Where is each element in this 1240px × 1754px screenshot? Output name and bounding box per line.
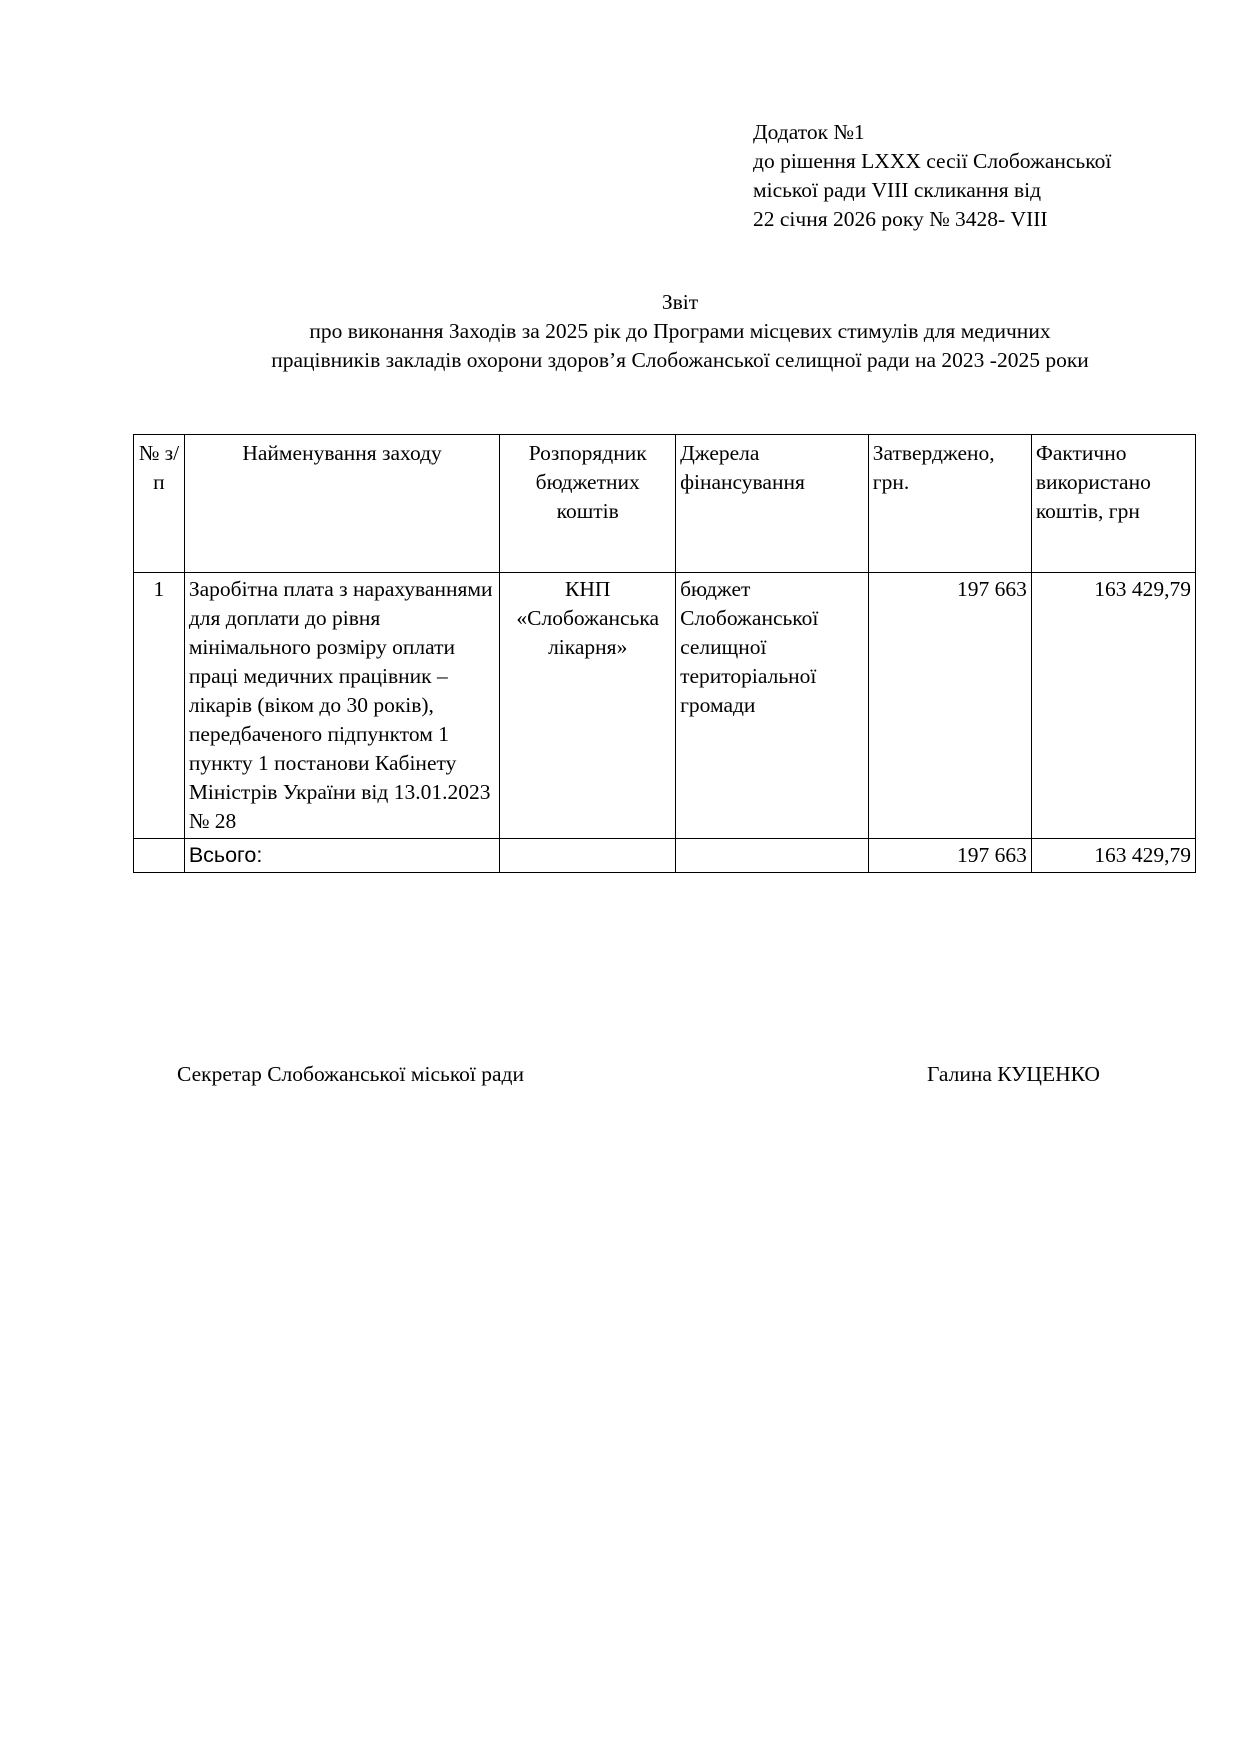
table-total-row [134, 839, 1196, 873]
report-table [133, 434, 1196, 873]
table-header-row [134, 435, 1196, 573]
title-line-3: працівників закладів охорони здоров’я Слобожанської селищної ради на 2023 -2025 роки [271, 348, 1089, 372]
total-empty-source [676, 839, 869, 873]
row-used: 163 429,79 [1031, 573, 1195, 839]
total-empty-org [500, 839, 676, 873]
total-approved: 197 663 [868, 839, 1031, 873]
title-line-2: про виконання Заходів за 2025 рік до Програми місцевих стимулів для медичних [309, 319, 1051, 343]
header-name: Найменування заходу [184, 435, 500, 573]
header-approved: Затверджено, грн. [868, 435, 1031, 573]
signature-role: Секретар Слобожанської міської ради [177, 1062, 525, 1086]
total-label: Всього: [184, 839, 500, 873]
total-used: 163 429,79 [1031, 839, 1195, 873]
row-org: КНП «Слобожанська лікарня» [500, 573, 676, 839]
row-name: Заробітна плата з нарахуваннями для доплати до рівня мінімального розміру оплати праці медичних працівник – лікарів (віком до 30 років), передбаченого підпунктом 1 пункту 1 постанови Кабінету Міністрів України від 13.01.2023 № 28 [184, 573, 500, 839]
appendix-line-2: до рішення LXXX сесії Слобожанської [753, 149, 1112, 173]
report-title [100, 288, 1240, 375]
appendix-line-3: міської ради VIII скликання від [753, 178, 1042, 202]
header-num: № з/п [134, 435, 185, 573]
header-org: Розпорядник бюджетних коштів [500, 435, 676, 573]
appendix-line-4: 22 січня 2026 року № 3428- VIII [753, 207, 1048, 231]
title-line-1: Звіт [661, 290, 699, 314]
row-approved: 197 663 [868, 573, 1031, 839]
appendix-line-1: Додаток №1 [753, 120, 865, 144]
row-num: 1 [134, 573, 185, 839]
header-source: Джерела фінансування [676, 435, 869, 573]
total-empty-num [134, 839, 185, 873]
header-used: Фактично використано коштів, грн [1031, 435, 1195, 573]
row-source: бюджет Слобожанської селищної територіальної громади [676, 573, 869, 839]
table-row [134, 573, 1196, 839]
appendix-block [753, 118, 1111, 234]
signature-name: Галина КУЦЕНКО [927, 1062, 1100, 1086]
